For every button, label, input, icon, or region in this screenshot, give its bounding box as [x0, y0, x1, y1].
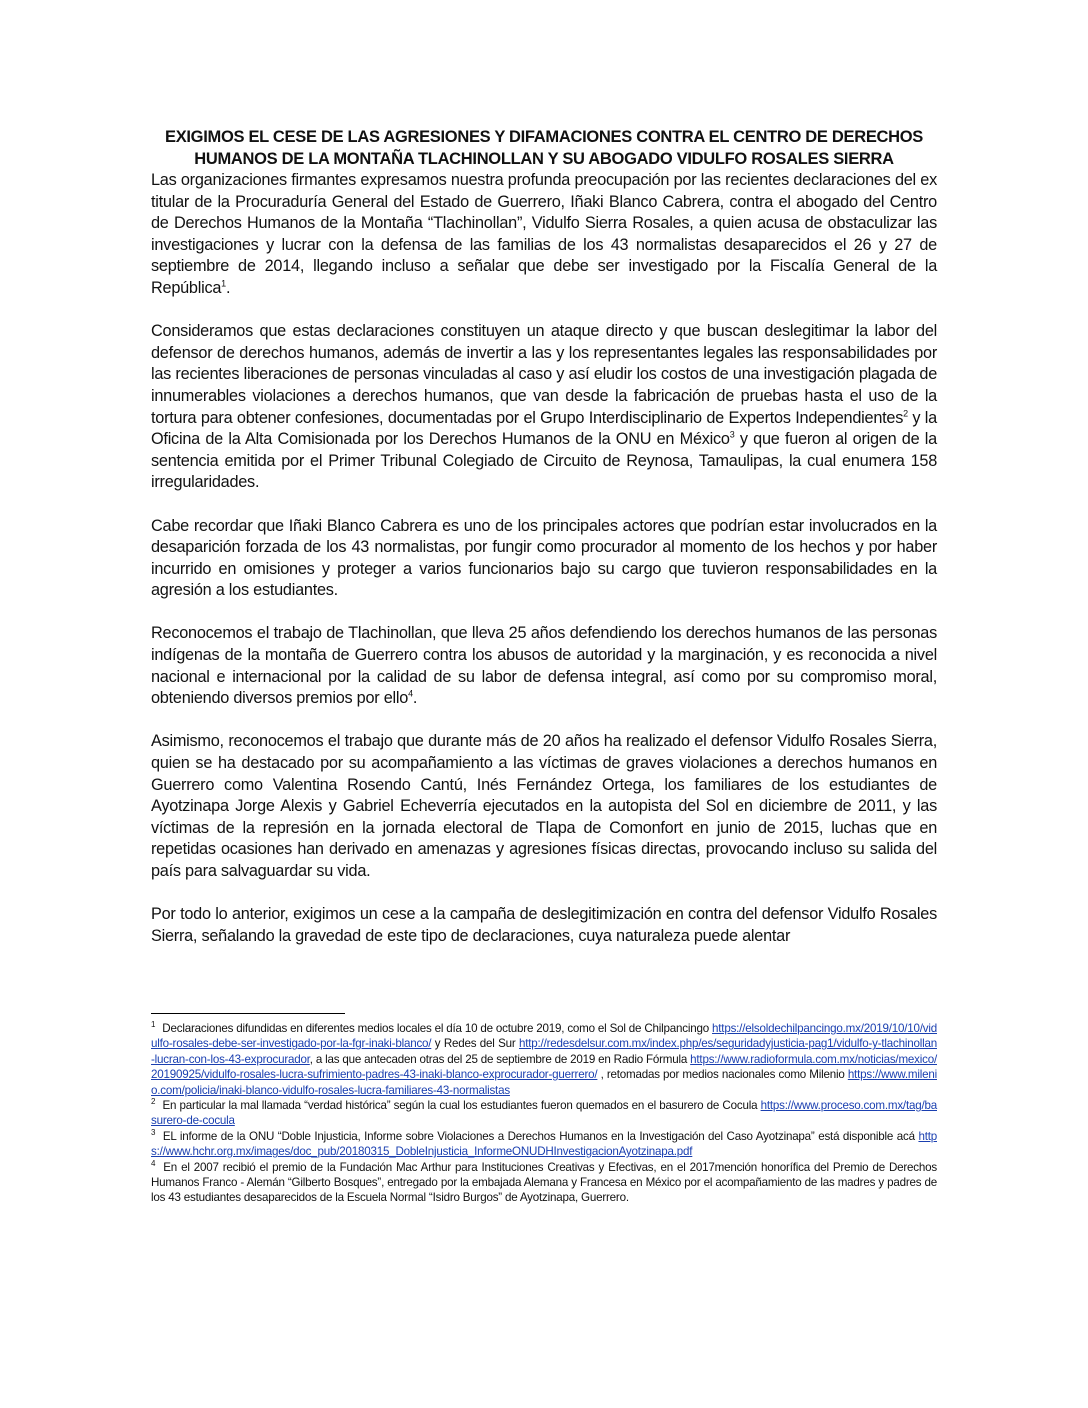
footnote-3-text: EL informe de la ONU “Doble Injusticia, Informe sobre Violaciones a Derechos Humanos en la Investigación del Caso Ayotzinapa” está disponible acá [159, 1129, 919, 1143]
paragraph-6: Por todo lo anterior, exigimos un cese a la campaña de deslegitimización en contra del defensor Vidulfo Rosales Sierra, señalando la gravedad de este tipo de declaraciones, cuya naturaleza puede alentar [151, 905, 937, 945]
footnote-1-link-milenio[interactable]: https://www.milenio.com/policia/inaki-blanco-vidulfo-rosales-lucra-familiares-43-normalistas [151, 1068, 937, 1097]
footnote-1-text-a: Declaraciones difundidas en diferentes medios locales el día 10 de octubre 2019, como el Sol de Chilpancingo [159, 1022, 713, 1035]
footnotes [151, 1021, 937, 1206]
footnote-1-text-c: , a las que antecaden otras del 25 de septiembre de 2019 en Radio Fórmula [309, 1052, 691, 1066]
footnote-ref-2[interactable]: 2 [903, 408, 908, 419]
footnote-number-2: 2 [151, 1097, 156, 1107]
paragraph-1-text: Las organizaciones firmantes expresamos nuestra profunda preocupación por las recientes declaraciones del ex titular de la Procuraduría General del Estado de Guerrero, Iñaki Blanco Cabrera, contra el abogado del Centro de Derechos Humanos de la Montaña “Tlachinollan”, Vidulfo Sierra Rosales, a quien acusa de obstaculizar las investigaciones y lucrar con la defensa de las familias de los 43 normalistas desaparecidos el 26 y 27 de septiembre de 2014, llegando incluso a señalar que debe ser investigado por la Fiscalía General de la República [151, 171, 937, 297]
footnote-3-link-hchr[interactable]: https://www.hchr.org.mx/images/doc_pub/20180315_DobleInjusticia_InformeONUDHInvestigacionAyotzinapa.pdf [151, 1129, 937, 1159]
paragraph-2-text-a: Consideramos que estas declaraciones constituyen un ataque directo y que buscan deslegitimar la labor del defensor de derechos humanos, además de invertir a las y los representantes legales las responsabilidades por las recientes liberaciones de personas vinculadas al caso y así eludir los costos de una investigación plagada de innumerables violaciones a derechos humanos, que van desde la fabricación de pruebas hasta el uso de la tortura para obtener confesiones, documentadas por el Grupo Interdisciplinario de Expertos Independientes [151, 322, 937, 427]
paragraph-3: Cabe recordar que Iñaki Blanco Cabrera es uno de los principales actores que podrían estar involucrados en la desaparición forzada de los 43 normalistas, por fungir como procurador al momento de los hechos y por haber incurrido en omisiones y proteger a varios funcionarios bajo su cargo que tuvieron responsabilidades en la agresión a los estudiantes. [151, 516, 937, 600]
footnote-2 [151, 1098, 937, 1129]
footnote-ref-4[interactable]: 4 [408, 688, 413, 699]
footnote-1-text-b: y Redes del Sur [431, 1037, 519, 1051]
footnote-3 [151, 1129, 937, 1160]
footnote-2-text: En particular la mal llamada “verdad histórica” según la cual los estudiantes fueron quemados en el basurero de Cocula [159, 1099, 761, 1113]
footnote-number-1: 1 [151, 1020, 156, 1030]
footnote-4-text: En el 2007 recibió el premio de la Fundación Mac Arthur para Instituciones Creativas y Efectivas, en el 2017mención honorífica del Premio de Derechos Humanos Franco - Alemán “Gilberto Bosques”, entregado por la embajada Alemana y Francesa en México por el acompañamiento de las madres y padres de los 43 estudiantes desaparecidos de la Escuela Normal “Isidro Burgos” de Ayotzinapa, Guerrero. [151, 1160, 937, 1205]
footnote-1-link-radioformula[interactable]: https://www.radioformula.com.mx/noticias/mexico/20190925/vidulfo-rosales-lucra-sufrimiento-padres-43-inaki-blanco-exprocurador-guerrero/ [151, 1052, 937, 1082]
paragraph-4-text: Reconocemos el trabajo de Tlachinollan, que lleva 25 años defendiendo los derechos humanos de las personas indígenas de la montaña de Guerrero contra los abusos de autoridad y la marginación, y es reconocida a nivel nacional e internacional por la calidad de su labor de defensa integral, así como por su compromiso moral, obteniendo diversos premios por ello [151, 624, 937, 708]
title-line-1: EXIGIMOS EL CESE DE LAS AGRESIONES Y DIFAMACIONES CONTRA EL CENTRO DE DERECHOS [164, 128, 924, 146]
footnote-ref-1[interactable]: 1 [221, 278, 226, 289]
title-line-2: HUMANOS DE LA MONTAÑA TLACHINOLLAN Y SU ABOGADO VIDULFO ROSALES SIERRA [194, 150, 894, 168]
footnote-2-link-proceso[interactable]: https://www.proceso.com.mx/tag/basurero-de-cocula [151, 1099, 937, 1128]
paragraph-2-text-c: y que fueron al origen de la sentencia emitida por el Primer Tribunal Colegiado de Circuito de Reynosa, Tamaulipas, la cual enumera 158 irregularidades. [151, 430, 937, 492]
footnote-number-3: 3 [151, 1127, 156, 1137]
footnote-1-text-d: , retomadas por medios nacionales como Milenio [597, 1068, 848, 1082]
paragraph-1-end: . [225, 278, 231, 297]
footnote-1-link-elsol[interactable]: https://elsoldechilpancingo.mx/2019/10/10/vidulfo-rosales-debe-ser-investigado-por-la-fgr-inaki-blanco/ [151, 1022, 937, 1051]
document-title [150, 126, 938, 170]
footnote-separator [151, 1013, 345, 1014]
paragraph-4 [151, 623, 937, 709]
document-body [151, 170, 937, 969]
paragraph-5: Asimismo, reconocemos el trabajo que durante más de 20 años ha realizado el defensor Vidulfo Rosales Sierra, quien se ha destacado por su acompañamiento a las víctimas de graves violaciones a derechos humanos en Guerrero como Valentina Rosendo Cantú, Inés Fernández Ortega, los familiares de los estudiantes de Ayotzinapa Jorge Alexis y Gabriel Echeverría ejecutados en la autopista del Sol en diciembre de 2011, y las víctimas de la represión en la jornada electoral de Tlapa de Comonfort en junio de 2015, luchas que en repetidas ocasiones han derivado en amenazas y agresiones físicas directas, provocando incluso su salida del país para salvaguardar su vida. [151, 732, 937, 880]
footnote-ref-3[interactable]: 3 [729, 429, 735, 440]
paragraph-2-text-b: y la Oficina de la Alta Comisionada por los Derechos Humanos de la ONU en México [151, 408, 937, 449]
paragraph-2 [151, 321, 937, 494]
footnote-4 [151, 1160, 937, 1206]
paragraph-4-end: . [412, 689, 418, 708]
footnote-1-link-redesdelsur[interactable]: http://redesdelsur.com.mx/index.php/es/seguridadyjusticia-pag1/vidulfo-y-tlachinollan-lucran-con-los-43-exprocurador [151, 1037, 937, 1066]
paragraph-1 [151, 170, 937, 300]
footnote-1 [151, 1021, 937, 1098]
footnote-number-4: 4 [151, 1158, 156, 1168]
